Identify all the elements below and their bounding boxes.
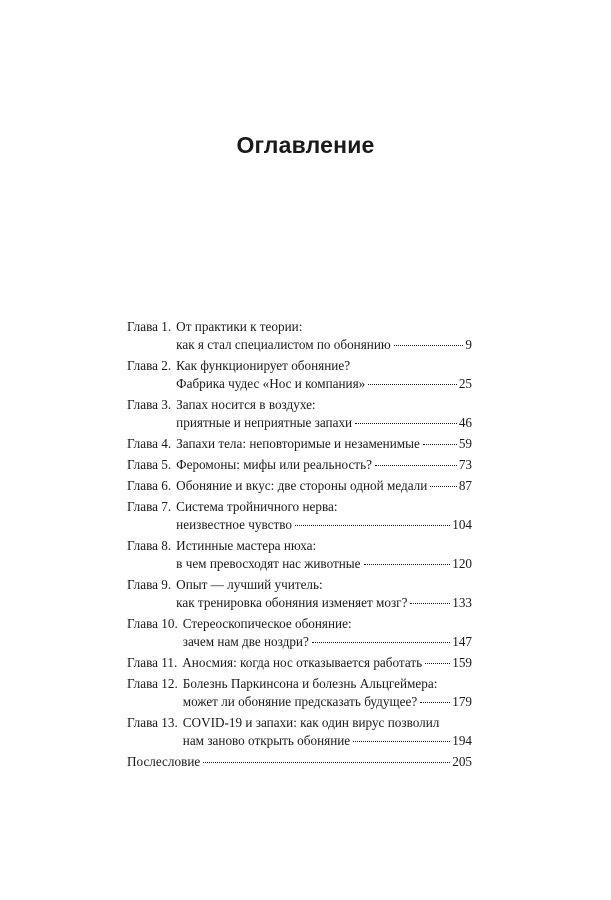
- chapter-title-last-line: [176, 555, 472, 573]
- dot-leader: [364, 564, 451, 565]
- dot-leader: [203, 762, 450, 763]
- chapter-number: Глава 9.: [127, 577, 172, 592]
- chapter-title-line: COVID-19 и запахи: как один вирус позволил: [182, 715, 440, 730]
- chapter-title-last-line: [182, 654, 472, 672]
- chapter-number: Глава 7.: [127, 499, 172, 514]
- chapter-number: Глава 8.: [127, 538, 172, 553]
- chapter-title-last-line: [176, 594, 472, 612]
- toc-entry[interactable]: [127, 396, 472, 432]
- dot-leader: [430, 486, 456, 487]
- chapter-title-last-line: [176, 516, 472, 534]
- page-number: 205: [452, 754, 472, 769]
- chapter-number: Глава 3.: [127, 397, 172, 412]
- chapter-number: Глава 4.: [127, 436, 172, 451]
- page-number: 59: [458, 436, 472, 451]
- page-number: 104: [452, 517, 472, 532]
- chapter-title-line: Опыт — лучший учитель:: [176, 577, 323, 592]
- dot-leader: [420, 702, 450, 703]
- dot-leader: [312, 642, 450, 643]
- toc-entry[interactable]: [127, 357, 472, 393]
- page-number: 46: [458, 415, 472, 430]
- chapter-title: [176, 396, 472, 432]
- chapter-title: [183, 675, 472, 711]
- table-of-contents: [127, 318, 472, 771]
- chapter-title: [176, 357, 472, 393]
- chapter-title-line: Система тройничного нерва:: [176, 499, 338, 514]
- chapter-title-last-line: [127, 753, 472, 771]
- chapter-title: [183, 714, 472, 750]
- toc-entry[interactable]: [127, 477, 472, 495]
- chapter-title-text: в чем превосходят нас животные: [176, 556, 361, 571]
- toc-entry[interactable]: [127, 753, 472, 771]
- chapter-title-last-line: [176, 435, 472, 453]
- chapter-title-text: Запахи тела: неповторимые и незаменимые: [176, 436, 420, 451]
- chapter-number: Глава 11.: [127, 655, 178, 670]
- toc-entry[interactable]: [127, 654, 472, 672]
- toc-entry[interactable]: [127, 318, 472, 354]
- chapter-title-text: Аносмия: когда нос отказывается работать: [182, 655, 423, 670]
- dot-leader: [410, 603, 450, 604]
- chapter-title-text: Послесловие: [127, 754, 201, 769]
- toc-entry[interactable]: [127, 615, 472, 651]
- chapter-title-last-line: [176, 414, 472, 432]
- chapter-title: [176, 576, 472, 612]
- toc-entry[interactable]: [127, 714, 472, 750]
- page-number: 73: [458, 457, 472, 472]
- chapter-title-text: Обоняние и вкус: две стороны одной медали: [176, 478, 428, 493]
- chapter-number: Глава 6.: [127, 478, 172, 493]
- chapter-title-last-line: [183, 633, 472, 651]
- page-number: 194: [452, 733, 472, 748]
- toc-entry[interactable]: [127, 456, 472, 474]
- page-number: 159: [452, 655, 472, 670]
- page-number: 25: [458, 376, 472, 391]
- chapter-title-last-line: [183, 693, 472, 711]
- chapter-title-text: неизвестное чувство: [176, 517, 292, 532]
- toc-entry[interactable]: [127, 576, 472, 612]
- chapter-title-line: Болезнь Паркинсона и болезнь Альцгеймера:: [182, 676, 438, 691]
- page-number: 120: [452, 556, 472, 571]
- page-number: 179: [452, 694, 472, 709]
- chapter-title: [176, 498, 472, 534]
- toc-entry[interactable]: [127, 675, 472, 711]
- chapter-title-text: как тренировка обоняния изменяет мозг?: [176, 595, 408, 610]
- chapter-title: [176, 456, 472, 474]
- page-number: 87: [458, 478, 472, 493]
- chapter-title-last-line: [176, 336, 472, 354]
- chapter-title: [176, 318, 472, 354]
- dot-leader: [368, 384, 457, 385]
- chapter-title-line: Стереоскопическое обоняние:: [182, 616, 352, 631]
- chapter-title-text: нам заново открыть обоняние: [182, 733, 351, 748]
- chapter-number: Глава 5.: [127, 457, 172, 472]
- chapter-number: Глава 10.: [127, 616, 178, 631]
- chapter-title: [182, 654, 472, 672]
- dot-leader: [353, 741, 450, 742]
- chapter-number: Глава 2.: [127, 358, 172, 373]
- chapter-title-last-line: [176, 477, 472, 495]
- chapter-title-last-line: [176, 456, 472, 474]
- dot-leader: [355, 423, 457, 424]
- chapter-title-last-line: [176, 375, 472, 393]
- chapter-title: [176, 537, 472, 573]
- toc-entry[interactable]: [127, 537, 472, 573]
- page-number: 9: [465, 337, 472, 352]
- dot-leader: [423, 444, 457, 445]
- dot-leader: [295, 525, 450, 526]
- chapter-number: Глава 13.: [127, 715, 178, 730]
- chapter-title-line: Как функционирует обоняние?: [176, 358, 351, 373]
- dot-leader: [375, 465, 457, 466]
- page-number: 147: [452, 634, 472, 649]
- chapter-title: [176, 435, 472, 453]
- chapter-title-text: приятные и неприятные запахи: [176, 415, 353, 430]
- dot-leader: [425, 663, 450, 664]
- chapter-title-line: От практики к теории:: [176, 319, 303, 334]
- chapter-title-text: Феромоны: мифы или реальность?: [176, 457, 372, 472]
- chapter-number: Глава 1.: [127, 319, 172, 334]
- chapter-title-line: Истинные мастера нюха:: [176, 538, 317, 553]
- chapter-title: [127, 753, 472, 771]
- chapter-title-text: может ли обоняние предсказать будущее?: [182, 694, 418, 709]
- chapter-title: [176, 477, 472, 495]
- chapter-title-line: Запах носится в воздухе:: [176, 397, 316, 412]
- chapter-title-text: как я стал специалистом по обонянию: [176, 337, 391, 352]
- dot-leader: [394, 345, 464, 346]
- page-title: Оглавление: [236, 132, 375, 158]
- page-number: 133: [452, 595, 472, 610]
- toc-entry[interactable]: [127, 498, 472, 534]
- chapter-title-last-line: [183, 732, 472, 750]
- chapter-title-text: Фабрика чудес «Нос и компания»: [176, 376, 366, 391]
- chapter-title: [183, 615, 472, 651]
- chapter-title-text: зачем нам две ноздри?: [182, 634, 309, 649]
- toc-entry[interactable]: [127, 435, 472, 453]
- chapter-number: Глава 12.: [127, 676, 178, 691]
